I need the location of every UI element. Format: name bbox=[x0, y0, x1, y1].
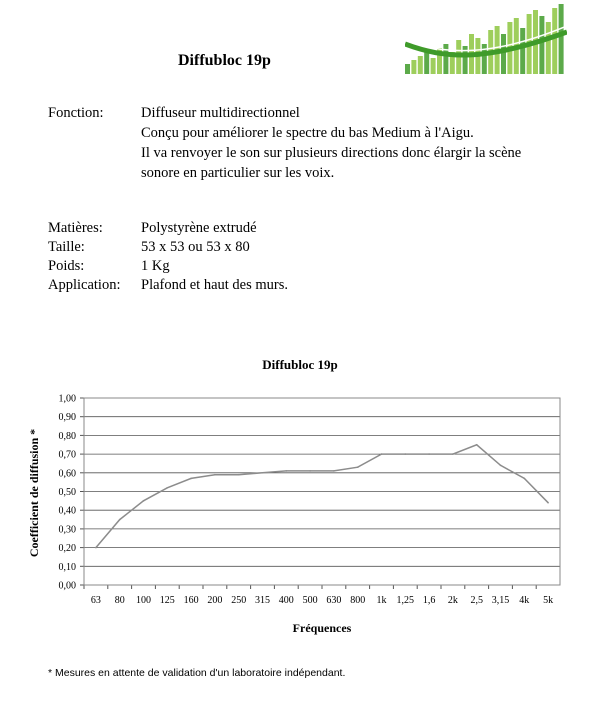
x-tick-label: 4k bbox=[519, 595, 530, 606]
y-tick-label: 0,20 bbox=[58, 543, 76, 555]
data-point bbox=[286, 470, 288, 472]
logo-bar bbox=[443, 44, 448, 74]
series-line bbox=[96, 445, 548, 548]
y-tick-label: 0,30 bbox=[58, 524, 76, 536]
data-point bbox=[524, 478, 526, 480]
y-tick-label: 0,50 bbox=[58, 487, 76, 498]
page-title: Diffubloc 19p bbox=[178, 52, 271, 69]
series-points bbox=[95, 444, 549, 548]
fonction-line-1: Diffuseur multidirectionnel bbox=[141, 105, 300, 121]
x-axis-label: Fréquences bbox=[292, 621, 352, 635]
x-tick-label: 160 bbox=[183, 595, 199, 606]
data-point bbox=[452, 453, 454, 455]
fonction-label: Fonction: bbox=[48, 105, 104, 121]
x-tick-label: 63 bbox=[90, 595, 101, 606]
data-point bbox=[500, 465, 502, 467]
x-tick-label: 100 bbox=[136, 595, 151, 606]
x-tick-label: 200 bbox=[207, 595, 223, 606]
data-point bbox=[190, 478, 192, 480]
x-tick-label: 80 bbox=[114, 595, 125, 606]
x-tick-label: 400 bbox=[278, 595, 294, 606]
data-point bbox=[262, 472, 264, 474]
data-point bbox=[333, 470, 335, 472]
x-tick-labels bbox=[91, 595, 553, 606]
logo-bar bbox=[424, 52, 429, 74]
data-point bbox=[238, 474, 240, 476]
diffusion-chart bbox=[0, 345, 600, 645]
data-point bbox=[143, 500, 145, 502]
data-point bbox=[405, 453, 407, 455]
data-point bbox=[428, 453, 430, 455]
data-point bbox=[309, 470, 311, 472]
logo-bar bbox=[546, 22, 551, 74]
spec-label: Taille: bbox=[48, 239, 85, 255]
x-tick-label: 315 bbox=[255, 595, 270, 606]
x-tick-label: 630 bbox=[326, 595, 342, 606]
spec-label: Application: bbox=[48, 277, 121, 293]
x-tick-label: 2,5 bbox=[470, 595, 483, 606]
y-tick-label: 0,80 bbox=[58, 430, 76, 442]
logo-bar bbox=[405, 64, 410, 74]
data-point bbox=[547, 502, 549, 504]
data-point bbox=[357, 466, 359, 468]
spec-value: 53 x 53 ou 53 x 80 bbox=[141, 239, 250, 255]
fonction-line-4: sonore en particulier sur les voix. bbox=[141, 165, 335, 181]
y-tick-labels bbox=[59, 394, 77, 592]
x-tick-label: 250 bbox=[231, 595, 247, 606]
y-tick-label: 0,10 bbox=[58, 561, 76, 573]
x-tick-label: 1,25 bbox=[396, 595, 415, 606]
logo-bar bbox=[552, 8, 557, 74]
spec-label: Poids: bbox=[48, 258, 85, 274]
data-point bbox=[95, 547, 97, 549]
spec-value: Polystyrène extrudé bbox=[141, 220, 257, 236]
logo-bar bbox=[501, 34, 506, 74]
x-tick-label: 2k bbox=[447, 595, 458, 606]
y-axis-label: Coefficient de diffusion * bbox=[27, 428, 41, 558]
logo-bar bbox=[431, 58, 436, 74]
data-point bbox=[381, 453, 383, 455]
data-point bbox=[476, 444, 478, 446]
y-tick-label: 0,90 bbox=[58, 412, 76, 424]
spec-value: Plafond et haut des murs. bbox=[141, 277, 288, 293]
data-point bbox=[214, 474, 216, 476]
fonction-line-2: Conçu pour améliorer le spectre du bas Medium à l'Aigu. bbox=[141, 125, 474, 141]
y-tick-label: 0,00 bbox=[58, 580, 76, 592]
data-point bbox=[167, 487, 169, 489]
logo-bar bbox=[418, 56, 423, 74]
logo-bar bbox=[559, 4, 564, 74]
chart-grid bbox=[80, 398, 560, 589]
x-tick-label: 1,6 bbox=[422, 595, 436, 606]
y-tick-label: 0,60 bbox=[58, 468, 76, 480]
x-tick-label: 3,15 bbox=[491, 595, 510, 606]
chart-title: Diffubloc 19p bbox=[262, 357, 338, 372]
footnote: * Mesures en attente de validation d'un laboratoire indépendant. bbox=[48, 667, 346, 679]
x-tick-label: 1k bbox=[376, 595, 387, 606]
data-point bbox=[119, 519, 121, 521]
y-tick-label: 1,00 bbox=[58, 393, 76, 405]
x-tick-label: 800 bbox=[350, 595, 366, 606]
x-tick-label: 125 bbox=[159, 595, 175, 606]
logo-bar bbox=[539, 16, 544, 74]
brand-logo bbox=[405, 4, 567, 78]
spec-value: 1 Kg bbox=[141, 258, 170, 274]
logo-bar bbox=[411, 60, 416, 74]
x-tick-label: 500 bbox=[302, 595, 318, 606]
fonction-line-3: Il va renvoyer le son sur plusieurs directions donc élargir la scène bbox=[141, 145, 522, 161]
logo-bar bbox=[520, 28, 525, 74]
y-tick-label: 0,70 bbox=[58, 449, 76, 461]
x-tick-label: 5k bbox=[543, 595, 554, 606]
y-tick-label: 0,40 bbox=[58, 505, 76, 517]
spec-label: Matières: bbox=[48, 220, 103, 236]
